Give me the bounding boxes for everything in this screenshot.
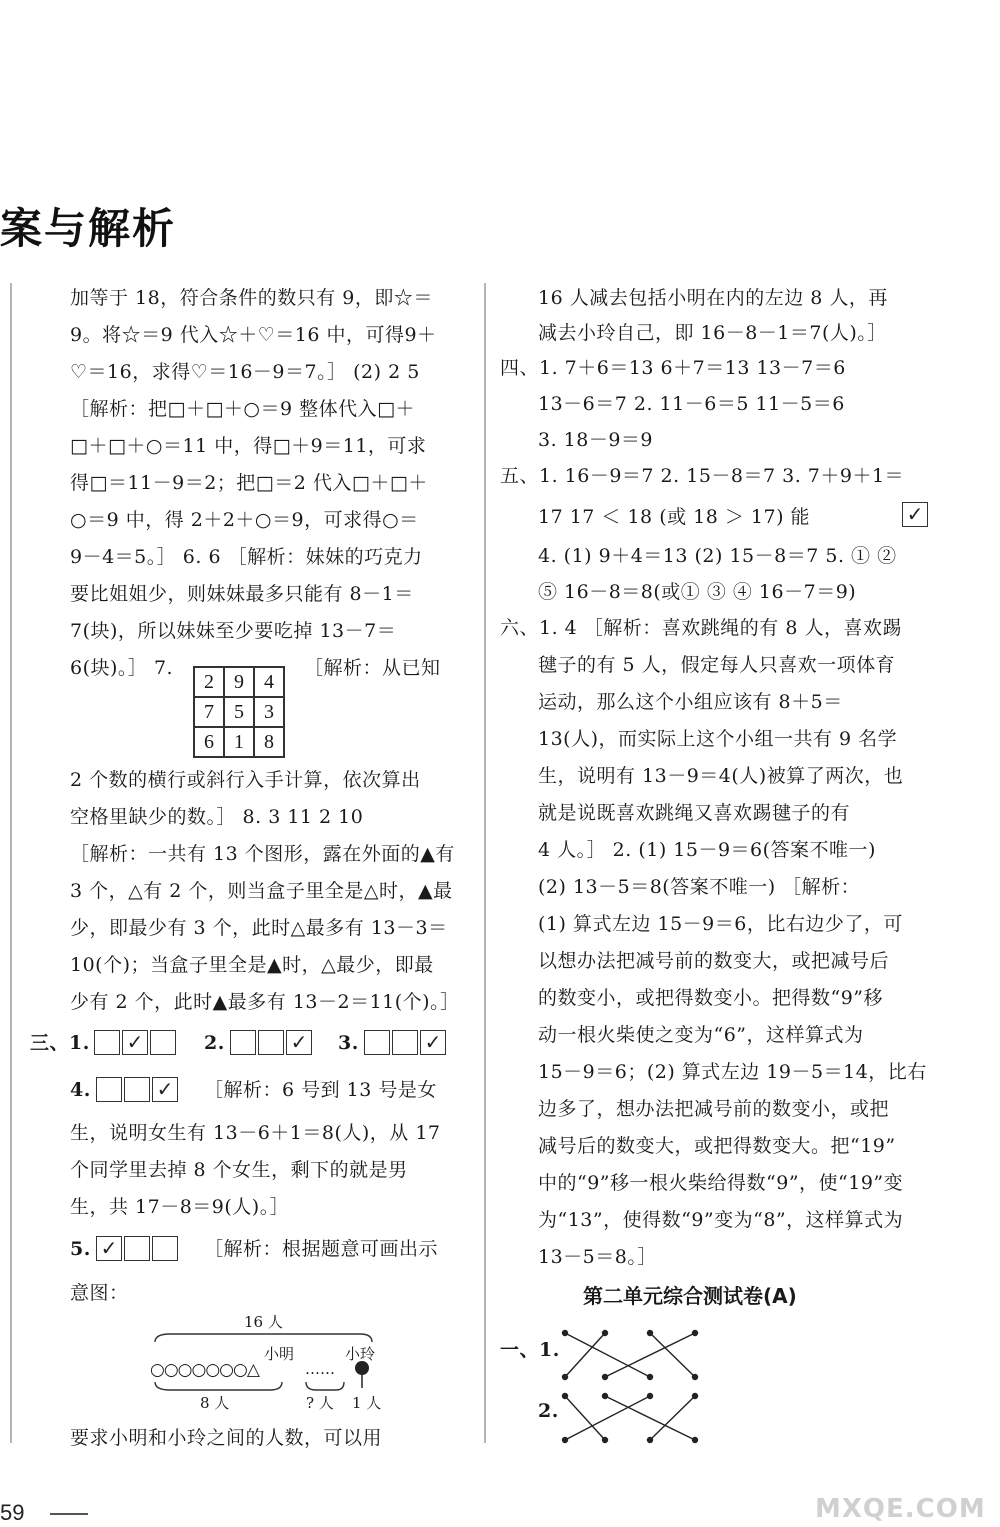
checkbox[interactable] <box>150 1030 176 1055</box>
text-line: 空格里缺少的数。］ 8. 3 11 2 10 <box>70 806 364 828</box>
text-line: ○＝9 中，得 2＋2＋○＝9，可求得○＝ <box>70 509 419 531</box>
text-line: 3. 18－9＝9 <box>538 429 654 451</box>
text-line: 以想办法把减号前的数变大，或把减号后 <box>538 950 890 972</box>
checkbox[interactable]: ✓ <box>420 1030 446 1055</box>
text-line: 边多了，想办法把减号前的数变小，或把 <box>538 1098 890 1120</box>
text-line: ［解析：一共有 13 个图形，露在外面的▲有 <box>70 843 455 865</box>
xiaoling-label: 小玲 <box>345 1345 376 1363</box>
text-line: 16 人减去包括小明在内的左边 8 人，再 <box>538 287 888 309</box>
checkbox[interactable]: ✓ <box>286 1030 312 1055</box>
grid-cell: 1 <box>224 727 254 757</box>
text-line: (2) 13－5＝8(答案不唯一) ［解析： <box>538 876 861 898</box>
circle-row: ○○○○○○○△ <box>150 1360 259 1380</box>
q4-text: ［解析：6 号到 13 号是女 <box>204 1079 437 1101</box>
text-line: 减号后的数变大，或把得数变大。把“19” <box>538 1135 896 1157</box>
question-2-label: 2. <box>538 1400 559 1422</box>
text-line: 减去小玲自己，即 16－8－1＝7(人)。］ <box>538 322 887 344</box>
question-5-label: 5. <box>70 1238 91 1260</box>
text-line: 13(人)，而实际上这个小组一共有 9 名学 <box>538 728 898 750</box>
checkbox[interactable] <box>96 1077 122 1102</box>
text-line: ♡＝16，求得♡＝16－9＝7。］ (2) 2 5 <box>70 361 420 383</box>
text-line: 13－6＝7 2. 11－6＝5 11－5＝6 <box>538 393 845 415</box>
text-line: 生，说明有 13－9＝4(人)被算了两次，也 <box>538 765 904 787</box>
text-line: 为“13”，使得数“9”变为“8”，这样算式为 <box>538 1209 904 1231</box>
left-rule <box>10 283 12 1443</box>
text-line: 3 个，△有 2 个，则当盒子里全是△时，▲最 <box>70 880 453 902</box>
text-line: 加等于 18，符合条件的数只有 9，即☆＝ <box>70 287 433 309</box>
checkbox[interactable]: ✓ <box>122 1030 148 1055</box>
text-line: 个同学里去掉 8 个女生，剩下的就是男 <box>70 1159 408 1181</box>
text-line: 13－5＝8。］ <box>538 1246 657 1268</box>
watermark: MXQE.COM <box>815 1494 986 1524</box>
q5-text: ［解析：根据题意可画出示 <box>204 1238 439 1260</box>
text-line: (1) 算式左边 15－9＝6，比右边少了，可 <box>538 913 903 935</box>
checkbox[interactable]: ✓ <box>152 1077 178 1102</box>
text-line: 生，共 17－8＝9(人)。］ <box>70 1196 290 1218</box>
center-rule <box>484 283 486 1443</box>
dots: …… <box>305 1360 335 1378</box>
text-line: 4 人。］ 2. (1) 15－9＝6(答案不唯一) <box>538 839 876 861</box>
question-2-label: 2. <box>204 1032 225 1054</box>
text-line: 15－9＝6；(2) 算式左边 19－5＝14，比右 <box>538 1061 927 1083</box>
text-line: 动一根火柴使之变为“6”，这样算式为 <box>538 1024 864 1046</box>
section-title: 第二单元综合测试卷(A) <box>583 1284 797 1308</box>
text-line: 7(块)，所以妹妹至少要吃掉 13－7＝ <box>70 620 397 642</box>
page-number: 59 <box>0 1500 25 1525</box>
text-line: 就是说既喜欢跳绳又喜欢踢毽子的有 <box>538 802 851 824</box>
checkbox-neng[interactable]: ✓ <box>902 502 928 527</box>
text-line: ⑤ 16－8＝8(或① ③ ④ 16－7＝9) <box>538 581 857 603</box>
text-line: ［解析：把□＋□＋○＝9 整体代入□＋ <box>70 398 416 420</box>
matching-diagram-1 <box>555 1325 705 1385</box>
grid-cell: 8 <box>254 727 284 757</box>
text-line: 少有 2 个，此时▲最多有 13－2＝11(个)。］ <box>70 991 460 1013</box>
section-3-label: 三、1. <box>30 1032 90 1054</box>
text-line: 毽子的有 5 人，假定每人只喜欢一项体育 <box>538 654 896 676</box>
matching-diagram-2 <box>555 1388 705 1448</box>
question-3-label: 3. <box>338 1032 359 1054</box>
text-line: 4. (1) 9＋4＝13 (2) 15－8＝7 5. ① ② <box>538 545 897 567</box>
diagram-total-label: 16 人 <box>244 1313 283 1331</box>
top-brace <box>155 1334 372 1342</box>
text-line: 9－4＝5。］ 6. 6 ［解析：妹妹的巧克力 <box>70 546 423 568</box>
text-line: □＋□＋○＝11 中，得□＋9＝11，可求 <box>70 435 427 457</box>
text-line: 要比姐姐少，则妹妹最多只能有 8－1＝ <box>70 583 414 605</box>
text-line: 要求小明和小玲之间的人数，可以用 <box>70 1427 383 1449</box>
text-line: 运动，那么这个小组应该有 8＋5＝ <box>538 691 843 713</box>
xiaoling-dot <box>355 1361 369 1375</box>
grid-cell: 3 <box>254 697 284 727</box>
text-line: 中的“9”移一根火柴给得数“9”，使“19”变 <box>538 1172 904 1194</box>
checkbox[interactable] <box>258 1030 284 1055</box>
text-line: 17 17 ＜ 18 (或 18 ＞ 17) 能 <box>538 506 811 528</box>
xiaoming-label: 小明 <box>264 1345 295 1363</box>
text-line: 10(个)；当盒子里全是▲时，△最少，即最 <box>70 954 434 976</box>
checkbox[interactable] <box>124 1077 150 1102</box>
text-line: 2 个数的横行或斜行入手计算，依次算出 <box>70 769 421 791</box>
bottom-left-label: 8 人 <box>200 1394 230 1412</box>
checkbox[interactable] <box>392 1030 418 1055</box>
text-line: 少，即最少有 3 个，此时△最多有 13－3＝ <box>70 917 448 939</box>
page-number-dash <box>50 1513 88 1515</box>
grid-cell: 5 <box>224 697 254 727</box>
checkbox[interactable] <box>230 1030 256 1055</box>
text-line: 四、1. 7＋6＝13 6＋7＝13 13－7＝6 <box>500 357 846 379</box>
text-line: 的数变小，或把得数变小。把得数“9”移 <box>538 987 884 1009</box>
bottom-brace-left <box>155 1382 282 1390</box>
bottom-brace-mid <box>306 1382 344 1390</box>
checkbox[interactable] <box>364 1030 390 1055</box>
text-line: 生，说明女生有 13－6＋1＝8(人)，从 17 <box>70 1122 441 1144</box>
question-4-label: 4. <box>70 1079 91 1101</box>
grid-cell: 2 <box>194 667 224 697</box>
bottom-mid-label: ? 人 <box>306 1394 334 1412</box>
text-line: 得□＝11－9＝2；把□＝2 代入□＋□＋ <box>70 472 428 494</box>
section-1-label: 一、1. <box>500 1339 560 1361</box>
magic-square <box>193 666 285 758</box>
q7-prefix: 6(块)。］ 7. <box>70 657 174 679</box>
grid-cell: 6 <box>194 727 224 757</box>
checkbox[interactable] <box>152 1236 178 1261</box>
checkbox[interactable]: ✓ <box>96 1236 122 1261</box>
bottom-right-label: 1 人 <box>352 1394 382 1412</box>
grid-cell: 4 <box>254 667 284 697</box>
grid-cell: 9 <box>224 667 254 697</box>
text-line: 意图： <box>70 1282 129 1304</box>
checkbox[interactable] <box>94 1030 120 1055</box>
text-line: 六、1. 4 ［解析：喜欢跳绳的有 8 人，喜欢踢 <box>500 617 902 639</box>
q7-suffix: ［解析：从已知 <box>304 657 441 679</box>
grid-cell: 7 <box>194 697 224 727</box>
text-line: 9。将☆＝9 代入☆＋♡＝16 中，可得9＋ <box>70 324 437 346</box>
checkbox[interactable] <box>124 1236 150 1261</box>
text-line: 五、1. 16－9＝7 2. 15－8＝7 3. 7＋9＋1＝ <box>500 465 905 487</box>
page-title: 案与解析 <box>0 204 177 253</box>
